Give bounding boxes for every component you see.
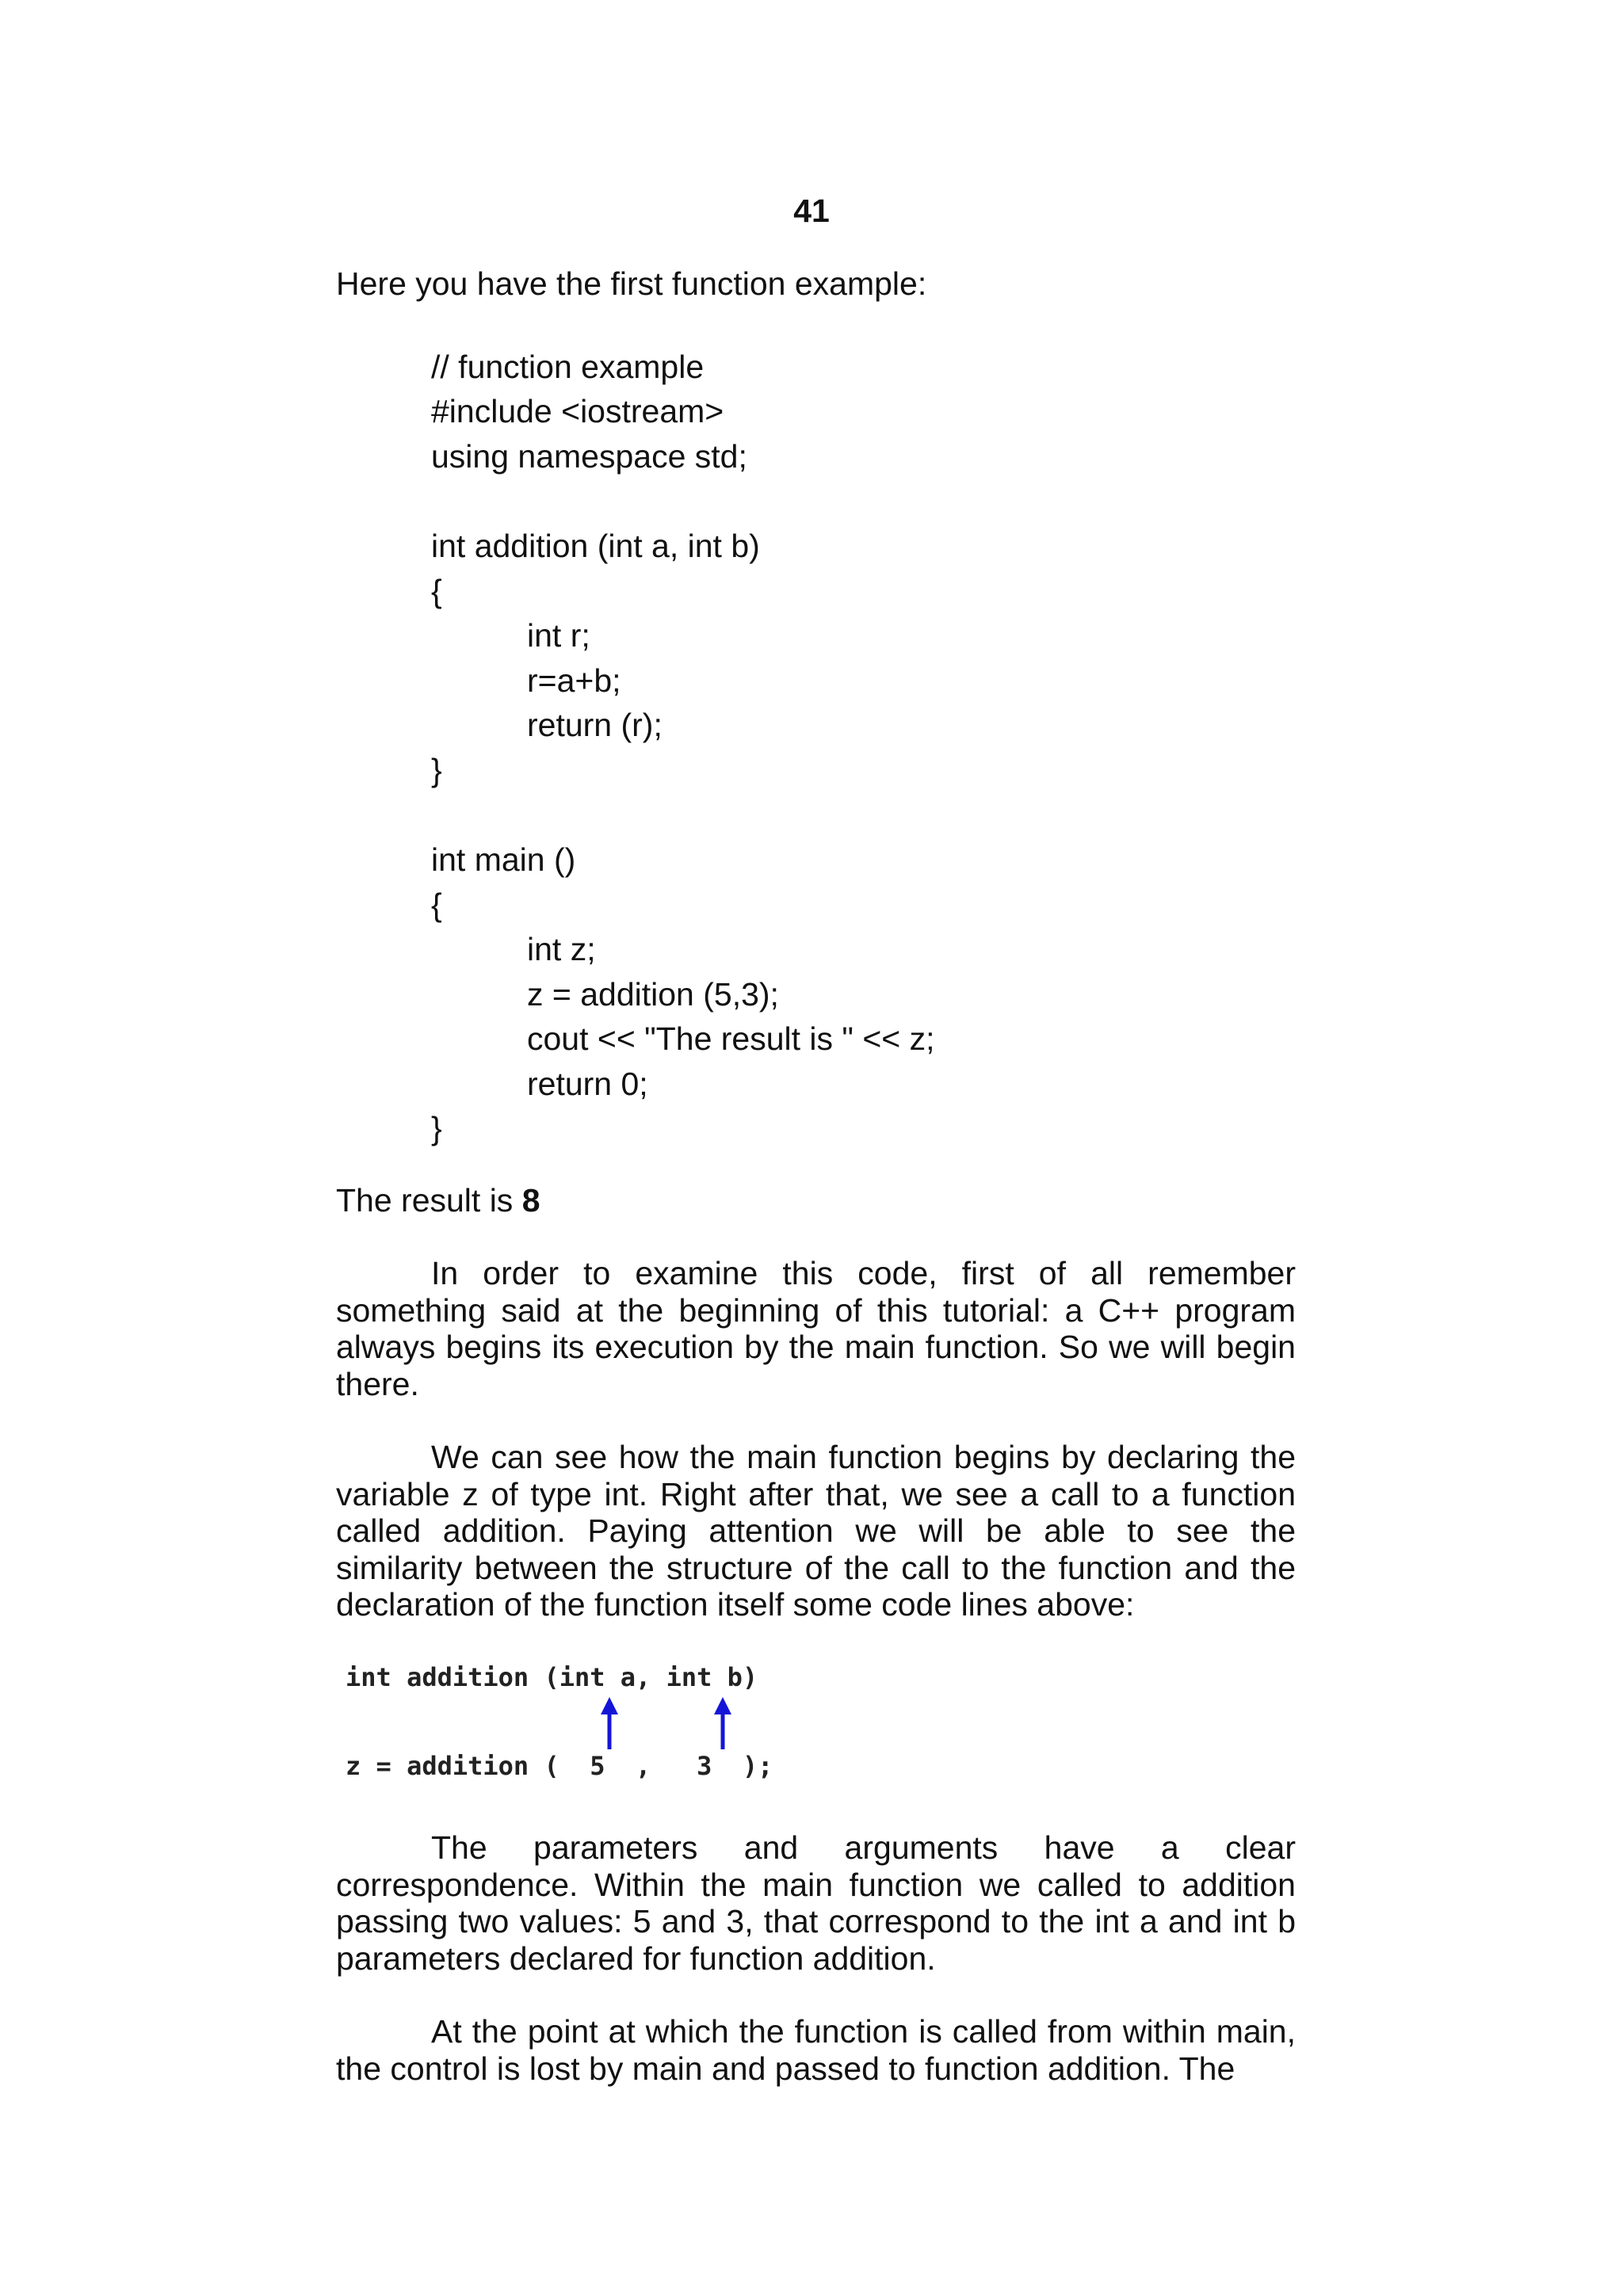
arrow-icon	[714, 1697, 731, 1749]
paragraph-text: In order to examine this code, first of all remember something said at the beginning of this tutorial: a C++ program always begins its execution by the main function. So we will begin there.	[336, 1255, 1296, 1402]
code-line: int main ()	[431, 841, 576, 878]
code-line: }	[431, 752, 442, 788]
figure-declaration: int addition (int a, int b)	[346, 1662, 758, 1692]
code-line: return 0;	[527, 1066, 648, 1102]
code-line: int r;	[527, 617, 590, 654]
code-line: using namespace std;	[431, 438, 747, 475]
figure-call: z = addition ( 5 , 3 );	[346, 1751, 773, 1781]
code-line: #include <iostream>	[431, 393, 724, 429]
result-prefix: The result is	[336, 1182, 522, 1219]
code-line: r=a+b;	[527, 662, 621, 699]
page-number: 41	[793, 193, 830, 229]
paragraph-text: At the point at which the function is called from within main, the control is lost by main and passed to function addition. The	[336, 2013, 1296, 2087]
intro-text: Here you have the first function example:	[336, 265, 927, 302]
call-correspondence-figure	[336, 1656, 812, 1798]
result-value: 8	[521, 1182, 540, 1219]
paragraph	[336, 1255, 1296, 1402]
code-line: {	[431, 573, 442, 609]
code-line: z = addition (5,3);	[527, 976, 779, 1013]
paragraph	[336, 2013, 1296, 2087]
code-line: int z;	[527, 931, 596, 967]
code-line: cout << "The result is " << z;	[527, 1020, 935, 1057]
code-line: }	[431, 1110, 442, 1146]
paragraph	[336, 1829, 1296, 1977]
code-line: {	[431, 887, 442, 923]
paragraph-text: We can see how the main function begins by declaring the variable z of type int. Right after that, we see a call to a function called addition. Paying attention we will be able to see the similarity between the structure of the call to the function and the declaration of the function itself some code lines above:	[336, 1439, 1296, 1623]
arrow-icon	[601, 1697, 618, 1749]
paragraph-text: The parameters and arguments have a clear correspondence. Within the main function we called to addition passing two values: 5 and 3, that correspond to the int a and int b parameters declared for function addition.	[336, 1829, 1296, 1977]
code-line: // function example	[431, 349, 705, 385]
code-line: return (r);	[527, 707, 663, 743]
paragraph	[336, 1439, 1296, 1623]
code-line: int addition (int a, int b)	[431, 528, 760, 564]
result-line	[336, 1180, 540, 1220]
